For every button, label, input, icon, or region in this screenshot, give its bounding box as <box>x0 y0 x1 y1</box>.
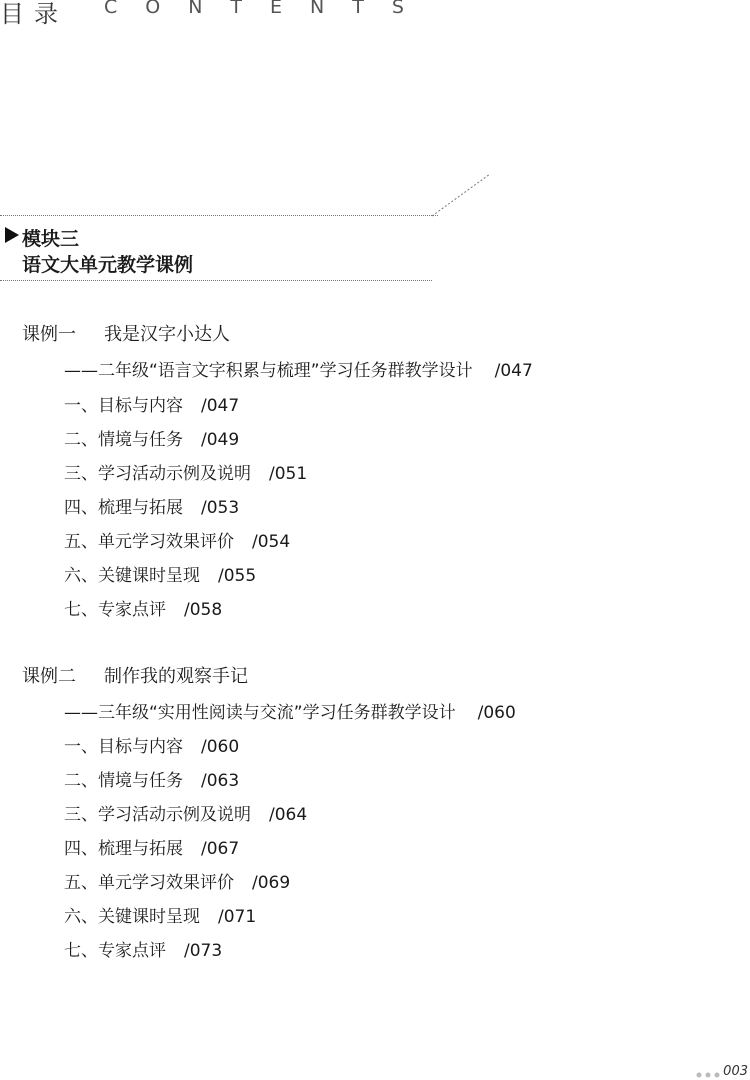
toc-item[interactable] <box>64 868 290 893</box>
lesson-title: 制作我的观察手记 <box>104 666 248 687</box>
toc-item[interactable] <box>64 732 239 757</box>
page-number: 003 <box>723 1064 748 1079</box>
lesson-heading[interactable] <box>22 320 230 346</box>
toc-item-label: 三、学习活动示例及说明 <box>64 805 251 825</box>
toc-item[interactable] <box>64 561 256 586</box>
page-ref: /071 <box>218 907 257 927</box>
lesson-subtitle-text: ——三年级“实用性阅读与交流”学习任务群教学设计 <box>64 703 456 723</box>
toc-item[interactable] <box>64 902 256 927</box>
toc-item[interactable] <box>64 595 222 620</box>
page-ref: /058 <box>184 600 223 620</box>
page-ref: /063 <box>201 771 240 791</box>
toc-item-label: 五、单元学习效果评价 <box>64 873 234 893</box>
lesson-heading[interactable] <box>22 662 248 688</box>
page-ref: /055 <box>218 566 257 586</box>
divider-top <box>0 215 438 216</box>
toc-item[interactable] <box>64 936 222 961</box>
toc-item[interactable] <box>64 527 290 552</box>
page-ref: /054 <box>252 532 291 552</box>
toc-item-label: 一、目标与内容 <box>64 737 183 757</box>
lesson-number: 课例二 <box>22 666 76 687</box>
toc-item-label: 一、目标与内容 <box>64 396 183 416</box>
page-ref: /060 <box>201 737 240 757</box>
header-title-cn: 目录 <box>0 0 68 28</box>
toc-item-label: 四、梳理与拓展 <box>64 839 183 859</box>
lesson-subtitle-text: ——二年级“语言文字积累与梳理”学习任务群教学设计 <box>64 361 473 381</box>
page-ref: /051 <box>269 464 308 484</box>
module-title: 语文大单元教学课例 <box>22 254 194 276</box>
lesson-title: 我是汉字小达人 <box>104 324 230 345</box>
lesson-subtitle[interactable] <box>64 698 516 723</box>
header-title-en: CONTENTS <box>104 0 432 18</box>
toc-item-label: 四、梳理与拓展 <box>64 498 183 518</box>
toc-item-label: 六、关键课时呈现 <box>64 566 200 586</box>
toc-item-label: 七、专家点评 <box>64 600 166 620</box>
toc-item-label: 五、单元学习效果评价 <box>64 532 234 552</box>
toc-item[interactable] <box>64 766 239 791</box>
page-ref: /064 <box>269 805 308 825</box>
page-ref: /060 <box>477 703 516 723</box>
page-ref: /069 <box>252 873 291 893</box>
module-label: 模块三 <box>22 228 80 250</box>
page-ref: /053 <box>201 498 240 518</box>
page-ref: /067 <box>201 839 240 859</box>
divider-diagonal <box>430 172 492 218</box>
toc-item[interactable] <box>64 800 307 825</box>
lesson-number: 课例一 <box>22 324 76 345</box>
toc-item-label: 七、专家点评 <box>64 941 166 961</box>
toc-item[interactable] <box>64 391 239 416</box>
toc-item-label: 三、学习活动示例及说明 <box>64 464 251 484</box>
toc-item-label: 六、关键课时呈现 <box>64 907 200 927</box>
page-ref: /073 <box>184 941 223 961</box>
toc-item[interactable] <box>64 834 239 859</box>
toc-item[interactable] <box>64 493 239 518</box>
page-ref: /049 <box>201 430 240 450</box>
dots-decoration-icon <box>696 1071 724 1079</box>
toc-item-label: 二、情境与任务 <box>64 430 183 450</box>
toc-item-label: 二、情境与任务 <box>64 771 183 791</box>
lesson-subtitle[interactable] <box>64 356 533 381</box>
toc-item[interactable] <box>64 459 307 484</box>
triangle-marker-icon <box>4 226 20 244</box>
page-ref: /047 <box>201 396 240 416</box>
page-ref: /047 <box>494 361 533 381</box>
divider-bottom <box>0 280 432 281</box>
toc-item[interactable] <box>64 425 239 450</box>
